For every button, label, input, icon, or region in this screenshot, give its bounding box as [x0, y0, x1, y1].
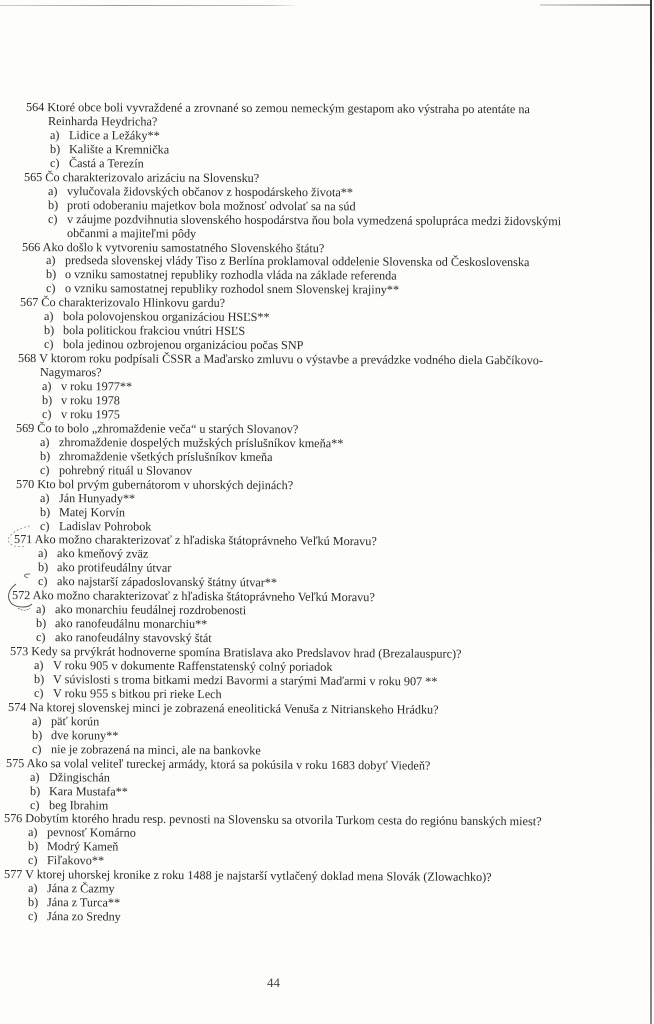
- option-letter: b): [39, 504, 51, 519]
- option-text: Jána z Turca**: [46, 895, 121, 910]
- option-text: Matej Korvín: [58, 504, 126, 519]
- answer-option: [32, 714, 99, 728]
- option-text: ako najstarší západoslovanský štátny útvar**: [56, 574, 278, 590]
- option-text: ako protifeudálny útvar: [56, 560, 172, 576]
- option-letter: b): [27, 895, 39, 910]
- answer-option: [32, 728, 118, 743]
- option-text: v roku 1977**: [60, 379, 133, 394]
- answer-option: [28, 839, 119, 854]
- option-text: Častá a Terezín: [68, 155, 144, 171]
- answer-option: [40, 463, 192, 478]
- question-number: 568: [17, 351, 37, 366]
- option-letter: b): [33, 671, 45, 686]
- question-text: Ako došlo k vytvoreniu samostatného Slovenského štátu?: [42, 239, 325, 255]
- answer-option: [34, 686, 222, 701]
- answer-option: [48, 198, 356, 213]
- option-text: ako ranofeudálny stavovský štát: [54, 630, 212, 646]
- option-text: Ladislav Pohrobok: [58, 518, 152, 533]
- question-text: Kto bol prvým gubernátorom v uhorských dejinách?: [37, 476, 294, 492]
- option-text: o vzniku samostatnej republiky rozhodol snem Slovenskej krajiny**: [64, 281, 400, 297]
- option-letter: c): [41, 406, 52, 421]
- answer-option: [50, 142, 169, 157]
- page-number: 44: [267, 975, 280, 990]
- question-number: 576: [3, 811, 23, 826]
- answer-option: [32, 742, 261, 757]
- answer-option: [40, 491, 135, 505]
- option-text-continued: občanmi a majiteľmi pôdy: [66, 225, 197, 241]
- option-text: beg Ibrahim: [48, 797, 109, 812]
- answer-option: [30, 770, 110, 784]
- option-text: zhromaždenie dospelých mužských príslušníkov kmeňa**: [58, 434, 344, 451]
- option-letter: a): [37, 546, 48, 561]
- question-number: 569: [15, 420, 35, 435]
- option-letter: b): [27, 839, 39, 854]
- answer-option: [42, 393, 120, 407]
- option-letter: a): [27, 825, 38, 840]
- option-text: V roku 955 s bitkou pri rieke Lech: [52, 686, 222, 702]
- option-letter: c): [37, 574, 48, 589]
- answer-option: [40, 435, 343, 450]
- question-number: 570: [15, 476, 35, 491]
- option-letter: a): [45, 253, 56, 268]
- answer-option: [38, 560, 171, 575]
- option-letter: c): [27, 853, 38, 868]
- question-text: Ktoré obce boli vyvraždené a zrovnané so zemou nemeckým gestapom ako výstraha po atentáte na: [47, 100, 530, 117]
- option-letter: c): [47, 211, 58, 226]
- question-number: 575: [5, 755, 25, 770]
- question-number: 573: [9, 644, 29, 659]
- option-text: ako kmeňový zväz: [56, 546, 149, 562]
- option-text: v roku 1978: [60, 393, 120, 408]
- answer-option: [30, 798, 108, 812]
- option-letter: b): [47, 197, 59, 212]
- question-line: [16, 421, 298, 436]
- option-letter: c): [43, 337, 54, 352]
- option-text: proti odoberaniu majetkov bola možnosť odvolať sa na súd: [66, 197, 356, 213]
- option-letter: b): [41, 392, 53, 407]
- answer-option: [40, 505, 125, 519]
- option-letter: a): [39, 490, 50, 505]
- answer-option: [28, 825, 136, 840]
- option-letter: a): [35, 602, 46, 617]
- option-text: V súvislosti s troma bitkami medzi Bavormi a starými Maďarmi v roku 907 **: [52, 672, 438, 689]
- answer-option: [28, 909, 121, 924]
- option-text: Džingischán: [48, 769, 110, 785]
- option-letter: a): [47, 183, 58, 198]
- option-letter: b): [39, 448, 51, 463]
- option-letter: c): [49, 155, 60, 170]
- option-letter: a): [31, 713, 42, 728]
- question-number: 566: [21, 239, 41, 254]
- question-line: [20, 295, 225, 310]
- option-letter: c): [33, 685, 44, 700]
- question-text: Ako možno charakterizovať z hľadiska štátoprávneho Veľkú Moravu?: [32, 588, 375, 605]
- answer-option: [40, 449, 273, 464]
- question-line: [16, 477, 293, 492]
- answer-option: [42, 407, 120, 421]
- option-text: zhromaždenie všetkých príslušníkov kmeňa: [58, 448, 273, 464]
- answer-option: [48, 184, 353, 199]
- option-text: predseda slovenskej vlády Tiso z Berlína proklamoval oddelenie Slovenska od Československa: [64, 253, 530, 270]
- answer-option: [30, 784, 128, 799]
- option-text: vylučovala židovských občanov z hospodárskeho života**: [66, 183, 354, 200]
- option-text: Kara Mustafa**: [48, 783, 128, 799]
- answer-option: [36, 630, 212, 645]
- option-text: ako ranofeudálnu monarchiu**: [54, 616, 208, 632]
- option-text: nie je zobrazená na minci, ale na bankovke: [50, 741, 261, 758]
- option-letter: c): [27, 909, 38, 924]
- option-text: Jána zo Sredny: [46, 909, 121, 924]
- answer-option: [36, 616, 207, 631]
- option-letter: b): [35, 616, 47, 631]
- option-letter: c): [39, 462, 50, 477]
- option-letter: a): [29, 769, 40, 784]
- question-number: 574: [7, 699, 27, 714]
- option-letter: c): [35, 630, 46, 645]
- answer-option: [44, 309, 270, 324]
- question-number: 577: [3, 867, 23, 882]
- question-number: 564: [25, 100, 45, 115]
- answer-option: [28, 853, 104, 867]
- option-text: bola polovojenskou organizáciou HSĽS**: [62, 309, 270, 325]
- option-letter: b): [37, 560, 49, 575]
- option-letter: b): [49, 141, 61, 156]
- option-text: Kalište a Kremnička: [68, 141, 170, 157]
- question-number: 567: [19, 295, 39, 310]
- option-text: bola politickou frakciou vnútri HSĽS: [62, 323, 246, 339]
- question-text-continued: Reinharda Heydricha?: [47, 113, 158, 129]
- option-text: pevnosť Komárno: [46, 825, 136, 841]
- option-letter: c): [45, 281, 56, 296]
- option-text: ako monarchiu feudálnej rozdrobenosti: [54, 602, 247, 618]
- question-text: Na ktorej slovenskej minci je zobrazená eneolitická Venuša z Nitrianskeho Hrádku?: [29, 699, 439, 717]
- option-text: o vzniku samostatnej republiky rozhodla vláda na základe referenda: [64, 267, 397, 283]
- option-letter: c): [39, 518, 50, 533]
- answer-option: [42, 379, 132, 393]
- option-letter: b): [43, 323, 55, 338]
- option-text: V roku 905 v dokumente Raffenstatenský colný poriadok: [52, 658, 333, 674]
- question-line-continued: [40, 365, 102, 379]
- question-text: V ktorej uhorskej kronike z roku 1488 je najstarší vytlačený doklad mena Slovák (Zlowachko)?: [25, 867, 492, 885]
- answer-option: [36, 602, 246, 617]
- question-number: 571: [13, 532, 33, 547]
- answer-option: [44, 337, 303, 352]
- option-text: Jána z Čazmy: [46, 881, 115, 896]
- option-letter: a): [39, 434, 50, 449]
- question-text: V ktorom roku podpísali ČSSR a Maďarsko zmluvu o výstavbe a prevádzke vodného diela Gabčíkovo-: [39, 351, 543, 368]
- question-text: Dobytím ktorého hradu resp. pevnosti na Slovensku sa otvorila Turkom cesta do regiónu banských miest?: [25, 811, 542, 829]
- option-letter: a): [49, 127, 60, 142]
- question-text: Kedy sa prvýkrát hodnoverne spomína Bratislava ako Predslavov hrad (Brezalauspurc)?: [31, 644, 462, 661]
- answer-option: [50, 156, 144, 170]
- option-letter: a): [41, 379, 52, 394]
- option-letter: a): [27, 881, 38, 896]
- answer-option: [40, 519, 151, 533]
- question-text: Ako sa volal veliteľ tureckej armády, ktorá sa pokúsila v roku 1683 dobyť Viedeň?: [26, 755, 431, 773]
- option-text: pohrebný rituál u Slovanov: [58, 462, 193, 478]
- question-text: Ako možno charakterizovať z hľadiska štátoprávneho Veľkú Moravu?: [34, 532, 377, 549]
- option-text: v roku 1975: [60, 406, 120, 422]
- answer-option: [38, 546, 148, 561]
- option-text: bola jedinou ozbrojenou organizáciou počas SNP: [62, 337, 304, 353]
- answer-option: [44, 323, 245, 338]
- option-text: Modrý Kameň: [46, 839, 119, 854]
- question-text: Čo to bolo „zhromaždenie veča“ u starých Slovanov?: [37, 420, 299, 437]
- answer-option: [50, 128, 160, 142]
- answer-option: [28, 881, 115, 896]
- option-letter: b): [31, 727, 43, 742]
- option-text: päť korún: [50, 713, 100, 729]
- option-letter: a): [43, 309, 54, 324]
- option-text: v záujme pozdvihnutia slovenského hospodárstva ňou bola vymedzená spolupráca medzi židovskými: [66, 211, 562, 228]
- question-line-continued: [48, 114, 157, 128]
- option-text: Lidice a Ležáky**: [68, 127, 160, 143]
- question-number: 572: [11, 588, 31, 603]
- option-letter: a): [33, 658, 44, 673]
- answer-option-continued: [67, 226, 196, 241]
- answer-option: [28, 895, 120, 910]
- question-text: Čo charakterizovalo Hlinkovu gardu?: [41, 295, 226, 311]
- option-letter: b): [45, 267, 57, 282]
- option-text: Ján Hunyady**: [58, 490, 136, 506]
- question-line: [24, 170, 259, 185]
- question-number: 565: [23, 169, 43, 184]
- question-text-continued: Nagymaros?: [39, 365, 102, 380]
- option-text: dve koruny**: [50, 727, 119, 743]
- question-text: Čo charakterizovalo arizáciu na Slovensku?: [45, 169, 260, 185]
- option-letter: b): [29, 783, 41, 798]
- option-text: Fiľakovo**: [46, 853, 105, 868]
- option-letter: c): [31, 741, 42, 756]
- option-letter: c): [29, 797, 40, 812]
